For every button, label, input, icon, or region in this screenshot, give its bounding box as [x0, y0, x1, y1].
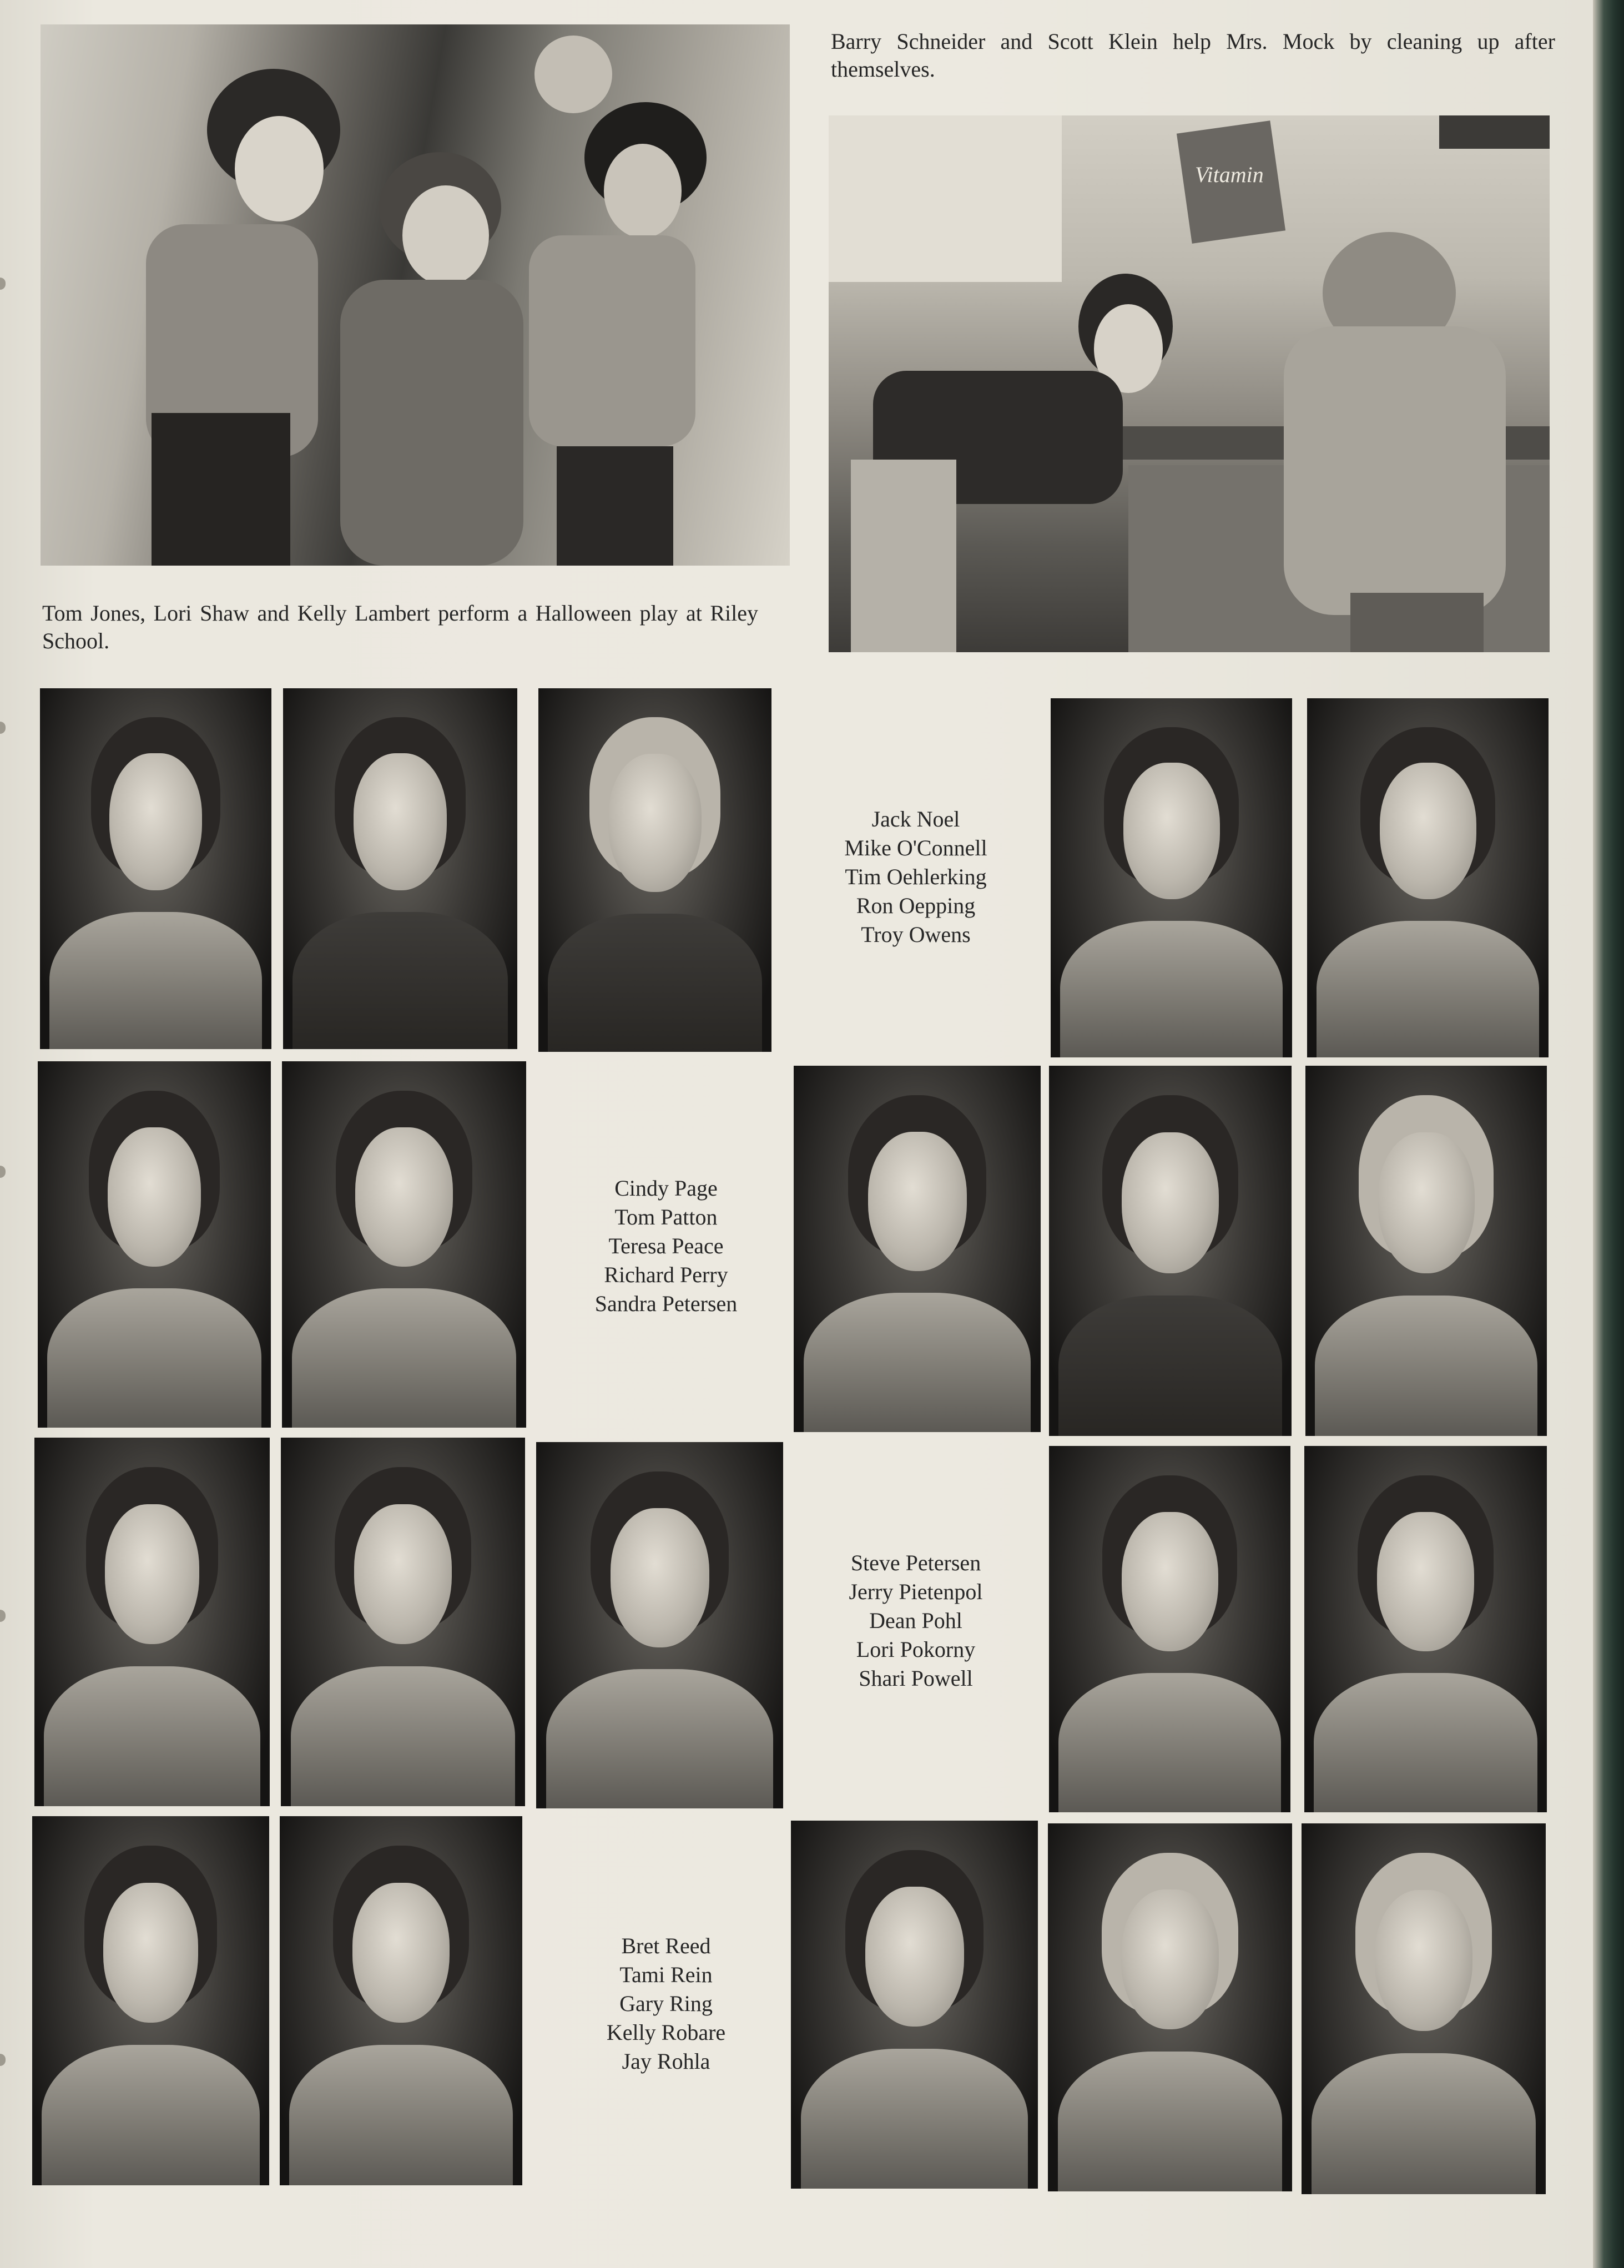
student-name: Shari Powell	[859, 1666, 973, 1691]
student-portrait-lori-pokorny	[1049, 1446, 1290, 1812]
student-portrait-mike-oconnell	[283, 688, 517, 1049]
student-portrait-teresa-peace	[794, 1066, 1041, 1432]
student-portrait-dean-pohl	[536, 1442, 783, 1808]
student-portrait-bret-reed	[32, 1816, 269, 2185]
student-portrait-steve-petersen	[34, 1438, 270, 1806]
student-name: Jay Rohla	[622, 2049, 710, 2074]
student-name: Dean Pohl	[869, 1608, 962, 1633]
student-name: Kelly Robare	[606, 2020, 726, 2045]
student-name: Sandra Petersen	[594, 1291, 738, 1316]
student-portrait-troy-owens	[1307, 698, 1549, 1057]
student-name: Richard Perry	[604, 1262, 728, 1287]
student-name: Gary Ring	[619, 1991, 713, 2016]
student-name: Troy Owens	[861, 922, 971, 947]
student-portrait-cindy-page	[38, 1061, 271, 1428]
caption-halloween-photo: Tom Jones, Lori Shaw and Kelly Lambert perform a Halloween play at Riley School.	[42, 601, 758, 653]
student-portrait-richard-perry	[1049, 1066, 1292, 1436]
student-portrait-shari-powell	[1304, 1446, 1547, 1812]
name-list-row-3	[799, 1549, 1032, 1693]
student-portrait-sandra-petersen	[1305, 1066, 1547, 1436]
caption-cleaning-photo: Barry Schneider and Scott Klein help Mrs. Mock by cleaning up after themselves.	[831, 29, 1555, 82]
cleaning-up-photo	[829, 115, 1550, 652]
student-name: Tim Oehlerking	[845, 864, 987, 889]
student-name: Tom Patton	[614, 1204, 718, 1229]
student-portrait-ron-oepping	[1051, 698, 1292, 1057]
student-name: Cindy Page	[614, 1176, 718, 1201]
student-name: Teresa Peace	[608, 1233, 724, 1258]
cleaning-up-illustration	[829, 115, 1550, 652]
student-name: Lori Pokorny	[856, 1637, 976, 1662]
student-portrait-jack-noel	[40, 688, 271, 1049]
student-portrait-tami-rein	[280, 1816, 522, 2185]
student-name: Bret Reed	[621, 1933, 711, 1958]
student-name: Ron Oepping	[856, 893, 976, 918]
student-name: Steve Petersen	[850, 1550, 981, 1575]
student-portrait-kelly-robare	[1048, 1823, 1292, 2191]
halloween-play-illustration	[41, 24, 790, 566]
student-portrait-gary-ring	[791, 1821, 1038, 2189]
name-list-row-2	[549, 1174, 783, 1318]
name-list-row-4	[549, 1932, 783, 2076]
student-portrait-tim-oehlerking	[538, 688, 771, 1052]
student-name: Tami Rein	[619, 1962, 713, 1987]
vitamin-sign-text: Vitamin	[1195, 162, 1264, 187]
student-portrait-jerry-pietenpol	[281, 1438, 525, 1806]
student-portrait-jay-rohla	[1302, 1823, 1546, 2194]
halloween-play-photo	[41, 24, 790, 566]
student-portrait-tom-patton	[282, 1061, 526, 1428]
name-list-row-1	[799, 805, 1032, 949]
student-name: Jack Noel	[871, 807, 960, 831]
student-name: Mike O'Connell	[844, 835, 987, 860]
book-binding	[1593, 0, 1624, 2268]
student-name: Jerry Pietenpol	[849, 1579, 983, 1604]
